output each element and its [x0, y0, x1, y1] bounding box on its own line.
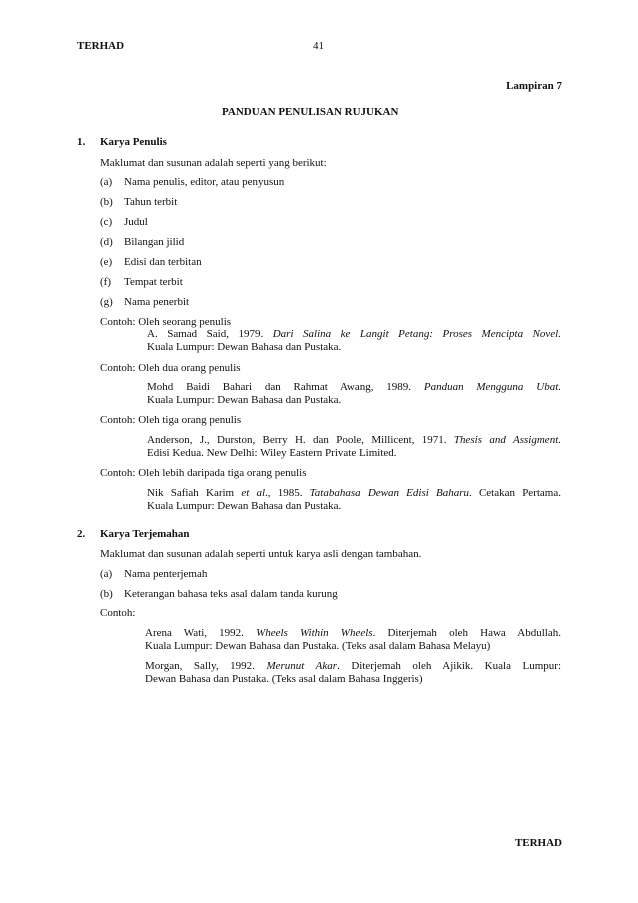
list-item [100, 588, 338, 601]
page-number: 41 [313, 40, 324, 52]
appendix-label: Lampiran 7 [506, 80, 562, 92]
list-item-text: Nama penerbit [124, 296, 190, 308]
list-item-label: (d) [100, 236, 113, 248]
example-caption: Contoh: Oleh tiga orang penulis [100, 414, 242, 426]
reference-entry-line-2: Kuala Lumpur: Dewan Bahasa dan Pustaka. [147, 341, 342, 353]
reference-year: ., 1985. [265, 487, 310, 499]
reference-entry-line-2: Kuala Lumpur: Dewan Bahasa dan Pustaka. (Teks asal dalam Bahasa Melayu) [145, 640, 491, 652]
list-item [100, 216, 148, 229]
section-1-number: 1. [77, 136, 86, 148]
classification-footer: TERHAD [514, 837, 562, 849]
list-item-text: Keterangan bahasa teks asal dalam tanda kurung [124, 588, 338, 600]
reference-entry-line-2: Kuala Lumpur: Dewan Bahasa dan Pustaka. [147, 394, 342, 406]
section-2-heading: Karya Terjemahan [100, 528, 190, 540]
section-1-intro: Maklumat dan susunan adalah seperti yang berikut: [100, 157, 327, 169]
example-caption: Contoh: Oleh dua orang penulis [100, 362, 241, 374]
example-caption: Contoh: [100, 607, 136, 619]
reference-entry-line-1 [145, 627, 561, 640]
reference-et-al: et al [241, 487, 266, 499]
reference-author: Arena Wati, 1992. [145, 627, 257, 639]
reference-title: Tatabahasa Dewan Edisi Baharu [309, 487, 469, 499]
reference-translator: . Diterjemah oleh Ajikik. Kuala Lumpur: [337, 660, 561, 672]
list-item-text: Nama penulis, editor, atau penyusun [124, 176, 285, 188]
list-item-label: (g) [100, 296, 113, 308]
section-2-intro: Maklumat dan susunan adalah seperti untuk karya asli dengan tambahan. [100, 548, 422, 560]
reference-entry-line-1 [147, 328, 561, 341]
list-item [100, 196, 177, 209]
reference-entry-line-1 [145, 660, 561, 673]
reference-author: Morgan, Sally, 1992. [145, 660, 267, 672]
reference-translator: . Diterjemah oleh Hawa Abdullah. [372, 627, 561, 639]
reference-edition: . Cetakan Pertama. [469, 487, 561, 499]
reference-title: Thesis and Assigment. [453, 434, 561, 446]
list-item [100, 236, 184, 249]
list-item-label: (c) [100, 216, 113, 228]
list-item [100, 276, 183, 289]
list-item [100, 256, 202, 269]
section-1-heading: Karya Penulis [100, 136, 167, 148]
list-item-label: (e) [100, 256, 113, 268]
list-item-text: Edisi dan terbitan [124, 256, 202, 268]
reference-title: Wheels Within Wheels [256, 627, 373, 639]
list-item-label: (b) [100, 196, 113, 208]
reference-author: Mohd Baidi Bahari dan Rahmat Awang, 1989. [147, 381, 424, 393]
list-item-label: (a) [100, 176, 113, 188]
list-item-text: Tempat terbit [124, 276, 183, 288]
reference-author: Nik Safiah Karim [147, 487, 242, 499]
list-item-text: Tahun terbit [124, 196, 178, 208]
list-item-label: (f) [100, 276, 111, 288]
list-item-text: Nama penterjemah [124, 568, 208, 580]
example-caption: Contoh: Oleh lebih daripada tiga orang penulis [100, 467, 307, 479]
list-item-label: (b) [100, 588, 113, 600]
reference-entry-line-2: Dewan Bahasa dan Pustaka. (Teks asal dalam Bahasa Inggeris) [145, 673, 423, 685]
reference-entry-line-1 [147, 487, 561, 500]
reference-title: Merunut Akar [266, 660, 338, 672]
list-item [100, 568, 207, 581]
reference-author: Anderson, J., Durston, Berry H. dan Poole, Millicent, 1971. [147, 434, 454, 446]
reference-entry-line-2: Kuala Lumpur: Dewan Bahasa dan Pustaka. [147, 500, 342, 512]
page-title: PANDUAN PENULISAN RUJUKAN [222, 106, 399, 118]
list-item [100, 176, 284, 189]
section-2-number: 2. [77, 528, 86, 540]
list-item-text: Bilangan jilid [124, 236, 185, 248]
reference-author: A. Samad Said, 1979. [147, 328, 273, 340]
list-item-text: Judul [124, 216, 148, 228]
reference-title: Panduan Mengguna Ubat. [423, 381, 561, 393]
classification-header: TERHAD [77, 40, 125, 52]
reference-entry-line-1 [147, 434, 561, 447]
reference-title: Dari Salina ke Langit Petang: Proses Mencipta Novel. [272, 328, 561, 340]
example-caption: Contoh: Oleh seorang penulis [100, 316, 232, 328]
reference-entry-line-1 [147, 381, 561, 394]
list-item [100, 296, 189, 309]
list-item-label: (a) [100, 568, 113, 580]
reference-entry-line-2: Edisi Kedua. New Delhi: Wiley Eastern Private Limited. [147, 447, 397, 459]
